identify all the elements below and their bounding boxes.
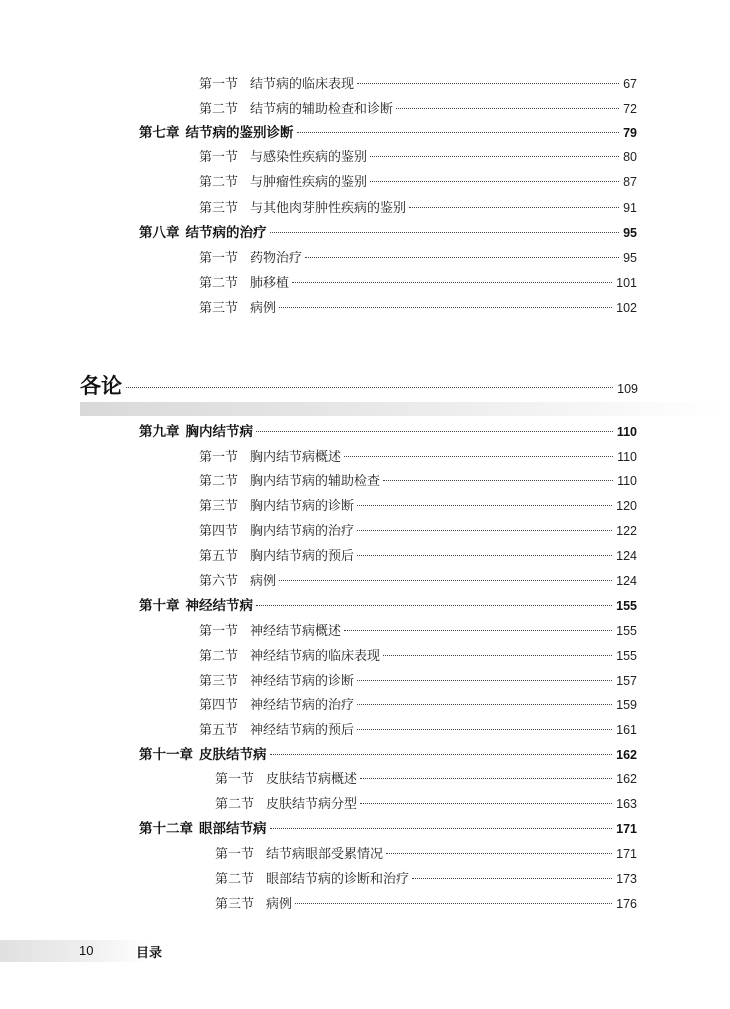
part-divider-bar <box>80 402 720 416</box>
toc-section-entry[interactable] <box>199 645 637 667</box>
chapter-number: 第十一章 <box>139 747 193 763</box>
dot-leader <box>357 530 612 531</box>
section-title: 结节病眼部受累情况 <box>266 847 384 862</box>
dot-leader <box>357 729 612 730</box>
page-number: 67 <box>623 77 637 91</box>
dot-leader <box>383 480 613 481</box>
toc-section-entry[interactable] <box>199 247 637 269</box>
toc-section-entry[interactable] <box>215 893 637 915</box>
section-title: 病例 <box>250 574 277 589</box>
toc-section-entry[interactable] <box>215 793 637 815</box>
toc-chapter-entry[interactable] <box>139 595 637 617</box>
chapter-title: 结节病的治疗 <box>185 225 267 241</box>
page-number: 162 <box>616 748 637 762</box>
page-number: 95 <box>623 251 637 265</box>
chapter-number: 第九章 <box>139 424 180 440</box>
section-number: 第一节 <box>199 450 239 465</box>
toc-chapter-entry[interactable] <box>139 122 637 144</box>
dot-leader <box>295 903 612 904</box>
footer-page-number: 10 <box>79 943 94 958</box>
page-number: 87 <box>623 175 637 189</box>
chapter-title: 皮肤结节病 <box>199 747 267 763</box>
page-number: 157 <box>616 674 637 688</box>
page-number: 173 <box>616 872 637 886</box>
page-number: 171 <box>616 847 637 861</box>
section-number: 第五节 <box>199 549 239 564</box>
chapter-title: 结节病的鉴别诊断 <box>185 125 294 141</box>
dot-leader <box>279 307 612 308</box>
page-number: 109 <box>617 382 638 396</box>
page-number: 122 <box>616 524 637 538</box>
page-number: 176 <box>616 897 637 911</box>
section-title: 结节病的辅助检查和诊断 <box>250 102 394 117</box>
section-number: 第二节 <box>199 474 239 489</box>
toc-chapter-entry[interactable] <box>139 818 637 840</box>
chapter-title: 胸内结节病 <box>185 424 253 440</box>
section-title: 神经结节病的治疗 <box>250 698 355 713</box>
section-number: 第二节 <box>199 649 239 664</box>
section-title: 神经结节病的预后 <box>250 723 355 738</box>
dot-leader <box>256 431 613 432</box>
section-number: 第二节 <box>215 872 255 887</box>
section-number: 第一节 <box>215 772 255 787</box>
page-number: 91 <box>623 201 637 215</box>
section-title: 与肿瘤性疾病的鉴别 <box>250 175 368 190</box>
section-title: 胸内结节病的辅助检查 <box>250 474 381 489</box>
dot-leader <box>370 181 619 182</box>
dot-leader <box>360 803 612 804</box>
section-title: 皮肤结节病概述 <box>266 772 358 787</box>
chapter-title: 眼部结节病 <box>199 821 267 837</box>
page-number: 162 <box>616 772 637 786</box>
page-number: 102 <box>616 301 637 315</box>
section-number: 第二节 <box>199 276 239 291</box>
toc-section-entry[interactable] <box>215 868 637 890</box>
toc-section-entry[interactable] <box>215 768 637 790</box>
chapter-number: 第八章 <box>139 225 180 241</box>
dot-leader <box>305 257 619 258</box>
section-title: 神经结节病的临床表现 <box>250 649 381 664</box>
page-number: 110 <box>617 450 637 464</box>
section-number: 第二节 <box>215 797 255 812</box>
section-number: 第二节 <box>199 175 239 190</box>
section-title: 神经结节病的诊断 <box>250 674 355 689</box>
dot-leader <box>357 505 612 506</box>
page-number: 120 <box>616 499 637 513</box>
chapter-number: 第十二章 <box>139 821 193 837</box>
section-title: 胸内结节病的诊断 <box>250 499 355 514</box>
page-number: 171 <box>616 822 637 836</box>
page-number: 155 <box>616 599 637 613</box>
toc-section-entry[interactable] <box>199 171 637 193</box>
section-title: 病例 <box>266 897 293 912</box>
section-number: 第四节 <box>199 698 239 713</box>
toc-section-entry[interactable] <box>199 670 637 692</box>
section-number: 第一节 <box>199 77 239 92</box>
toc-chapter-entry[interactable] <box>139 222 637 244</box>
section-title: 与其他肉芽肿性疾病的鉴别 <box>250 201 407 216</box>
section-title: 病例 <box>250 301 277 316</box>
dot-leader <box>270 754 613 755</box>
toc-section-entry[interactable] <box>199 545 637 567</box>
toc-section-entry[interactable] <box>199 470 637 492</box>
toc-part-entry[interactable] <box>80 370 638 400</box>
toc-section-entry[interactable] <box>199 520 637 542</box>
dot-leader <box>344 630 612 631</box>
section-title: 肺移植 <box>250 276 290 291</box>
footer-running-title: 目录 <box>136 946 163 961</box>
toc-section-entry[interactable] <box>199 272 637 294</box>
page-number: 124 <box>616 574 637 588</box>
dot-leader <box>357 83 619 84</box>
section-number: 第一节 <box>215 847 255 862</box>
dot-leader <box>126 387 613 388</box>
dot-leader <box>360 778 612 779</box>
dot-leader <box>357 704 612 705</box>
page-number: 155 <box>616 649 637 663</box>
section-title: 眼部结节病的诊断和治疗 <box>266 872 410 887</box>
page-number: 159 <box>616 698 637 712</box>
chapter-title: 神经结节病 <box>185 598 253 614</box>
section-number: 第三节 <box>199 301 239 316</box>
toc-chapter-entry[interactable] <box>139 421 637 443</box>
section-number: 第一节 <box>199 624 239 639</box>
section-number: 第三节 <box>199 499 239 514</box>
toc-section-entry[interactable] <box>199 98 637 120</box>
page-number: 155 <box>616 624 637 638</box>
page-number: 95 <box>623 226 637 240</box>
section-title: 皮肤结节病分型 <box>266 797 358 812</box>
section-number: 第三节 <box>215 897 255 912</box>
section-number: 第四节 <box>199 524 239 539</box>
dot-leader <box>370 156 619 157</box>
chapter-number: 第十章 <box>139 598 180 614</box>
dot-leader <box>412 878 612 879</box>
section-title: 与感染性疾病的鉴别 <box>250 150 368 165</box>
page-number: 110 <box>617 474 637 488</box>
toc-chapter-entry[interactable] <box>139 744 637 766</box>
page-number: 72 <box>623 102 637 116</box>
toc-section-entry[interactable] <box>199 146 637 168</box>
dot-leader <box>383 655 612 656</box>
toc-section-entry[interactable] <box>199 73 637 95</box>
toc-section-entry[interactable] <box>199 694 637 716</box>
dot-leader <box>270 828 613 829</box>
section-number: 第三节 <box>199 674 239 689</box>
page-number: 110 <box>616 425 637 439</box>
dot-leader <box>256 605 612 606</box>
section-title: 神经结节病概述 <box>250 624 342 639</box>
page-number: 101 <box>616 276 637 290</box>
section-title: 结节病的临床表现 <box>250 77 355 92</box>
section-title: 胸内结节病的治疗 <box>250 524 355 539</box>
dot-leader <box>279 580 612 581</box>
toc-section-entry[interactable] <box>199 495 637 517</box>
section-title: 药物治疗 <box>250 251 303 266</box>
toc-section-entry[interactable] <box>199 197 637 219</box>
section-number: 第六节 <box>199 574 239 589</box>
page-number: 163 <box>616 797 637 811</box>
toc-section-entry[interactable] <box>199 297 637 319</box>
section-number: 第五节 <box>199 723 239 738</box>
toc-section-entry[interactable] <box>199 620 637 642</box>
dot-leader <box>292 282 612 283</box>
footer-bar <box>0 940 150 962</box>
page-number: 124 <box>616 549 637 563</box>
section-title: 胸内结节病概述 <box>250 450 342 465</box>
dot-leader <box>357 680 612 681</box>
dot-leader <box>386 853 612 854</box>
dot-leader <box>297 132 620 133</box>
toc-section-entry[interactable] <box>215 843 637 865</box>
dot-leader <box>270 232 620 233</box>
page-number: 80 <box>623 150 637 164</box>
toc-section-entry[interactable] <box>199 570 637 592</box>
section-number: 第一节 <box>199 251 239 266</box>
toc-section-entry[interactable] <box>199 446 637 468</box>
section-title: 胸内结节病的预后 <box>250 549 355 564</box>
section-number: 第三节 <box>199 201 239 216</box>
dot-leader <box>344 456 613 457</box>
page-number: 79 <box>623 126 637 140</box>
section-number: 第一节 <box>199 150 239 165</box>
chapter-number: 第七章 <box>139 125 180 141</box>
dot-leader <box>357 555 612 556</box>
page-number: 161 <box>616 723 637 737</box>
toc-section-entry[interactable] <box>199 719 637 741</box>
dot-leader <box>409 207 619 208</box>
section-number: 第二节 <box>199 102 239 117</box>
dot-leader <box>396 108 619 109</box>
part-title: 各论 <box>80 374 122 398</box>
